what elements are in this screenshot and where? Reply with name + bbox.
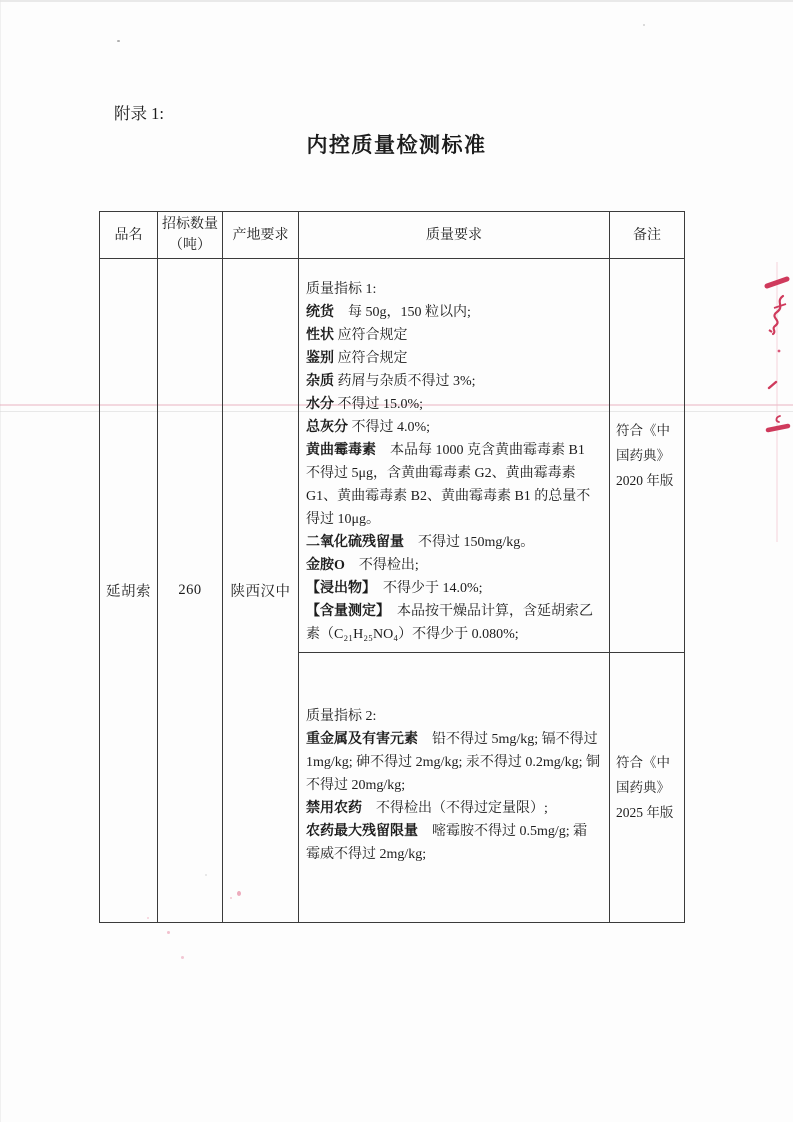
quality-term: 水分: [306, 397, 334, 412]
quality-item: [306, 324, 601, 347]
col-header-remarks: 备注: [610, 212, 685, 259]
quality-text: 不得过 15.0%;: [334, 397, 424, 412]
quality-text: 每 50g，150 粒以内;: [334, 305, 471, 320]
scan-speck: [205, 874, 207, 876]
quality-term: 农药最大残留限量: [306, 824, 418, 839]
scan-speck-pink: [181, 956, 184, 959]
page-title: 内控质量检测标准: [306, 133, 487, 157]
quality-item: [306, 577, 601, 600]
quality-text: 本品按干燥品计算，含延胡索乙素（C₂₁H₂₅NO₄）不得少于 0.080%;: [306, 604, 593, 642]
scan-edge-left: [0, 0, 1, 1122]
scan-speck-pink: [147, 917, 149, 919]
scan-speck: [117, 40, 120, 42]
quality-term: 杂质: [306, 374, 334, 389]
quality-item: [306, 393, 601, 416]
cell-remark-1: 符合《中国药典》2020 年版: [610, 259, 685, 653]
quality-term: 二氧化硫残留量: [306, 535, 404, 550]
quality-item: [306, 728, 601, 797]
quality-item: [306, 370, 601, 393]
cell-quality-block-2: [299, 653, 610, 923]
quality-term: 【浸出物】: [306, 581, 369, 596]
scan-speck: [643, 24, 645, 26]
quality-item: [306, 416, 601, 439]
quality-item: [306, 797, 601, 820]
quality-term: 黄曲霉毒素: [306, 443, 376, 458]
quality-item: [306, 820, 601, 866]
quality-block-1-heading: 质量指标 1:: [306, 282, 377, 297]
quality-term: 统货: [306, 305, 334, 320]
quality-term: 总灰分: [306, 420, 348, 435]
scan-speck-pink: [167, 931, 170, 934]
quality-text: 药屑与杂质不得过 3%;: [334, 374, 476, 389]
quality-text: 不得检出（不得过定量限）;: [362, 801, 548, 816]
header-row: [100, 212, 685, 259]
quality-text: 应符合规定: [334, 328, 408, 343]
red-pen-marks: [753, 274, 793, 439]
quality-text: 应符合规定: [334, 351, 408, 366]
quality-term: 重金属及有害元素: [306, 732, 418, 747]
cell-product-name: 延胡索: [100, 259, 158, 923]
quality-standards-table: [99, 211, 685, 923]
scan-edge-top: [0, 0, 793, 2]
quality-text: 不得检出;: [344, 558, 419, 573]
col-header-product-name: 品名: [100, 212, 158, 259]
quality-term: 【含量测定】: [306, 604, 383, 619]
col-header-bid-quantity: 招标数量（吨）: [158, 212, 223, 259]
quality-term: 金胺O: [306, 558, 345, 573]
cell-remark-2: 符合《中国药典》2025 年版: [610, 653, 685, 923]
cell-bid-quantity: 260: [158, 259, 223, 923]
quality-text: 不得少于 14.0%;: [369, 581, 483, 596]
quality-item: [306, 554, 601, 577]
quality-item: [306, 600, 601, 646]
quality-text: 不得过 150mg/kg。: [404, 535, 535, 550]
table-row-block-1: [100, 259, 685, 653]
quality-item: [306, 531, 601, 554]
quality-text: 本品每 1000 克含黄曲霉毒素 B1 不得过 5μg，含黄曲霉毒素 G2、黄曲霉毒素 G1、黄曲霉毒素 B2、黄曲霉毒素 B1 的总量不得过 10μg。: [306, 443, 591, 527]
quality-term: 性状: [306, 328, 334, 343]
quality-item: [306, 347, 601, 370]
cell-origin: 陕西汉中: [223, 259, 299, 923]
col-header-quality-requirements: 质量要求: [299, 212, 610, 259]
quality-term: 鉴别: [306, 351, 334, 366]
quality-block-2-heading: 质量指标 2:: [306, 709, 377, 724]
cell-quality-block-1: [299, 259, 610, 653]
quality-text: 嘧霉胺不得过 0.5mg/g; 霜霉威不得过 2mg/kg;: [306, 824, 588, 862]
scan-speck-pink: [237, 891, 241, 896]
quality-term: 禁用农药: [306, 801, 362, 816]
quality-text: 不得过 4.0%;: [348, 420, 431, 435]
quality-item: [306, 301, 601, 324]
scan-speck-pink: [230, 897, 232, 899]
quality-text: 铅不得过 5mg/kg; 镉不得过 1mg/kg; 砷不得过 2mg/kg; 汞不得过 0.2mg/kg; 铜不得过 20mg/kg;: [306, 732, 601, 793]
quality-item: [306, 439, 601, 531]
appendix-label: 附录 1:: [114, 104, 164, 123]
col-header-origin: 产地要求: [223, 212, 299, 259]
